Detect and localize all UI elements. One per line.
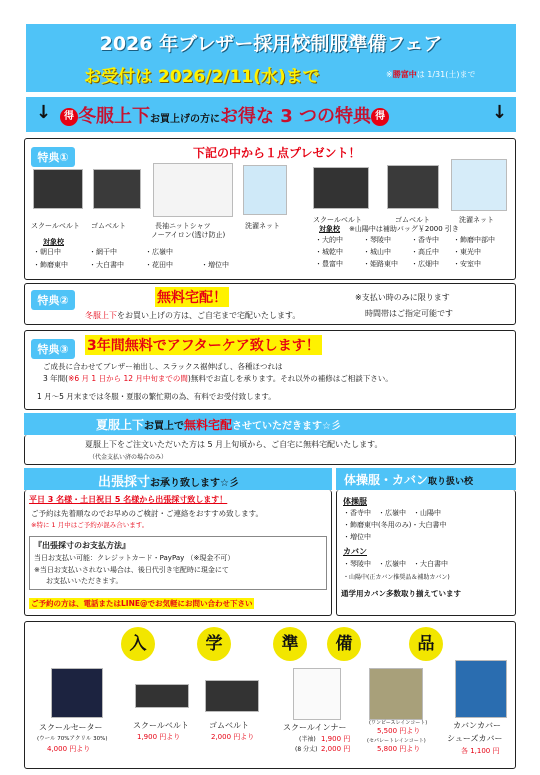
supply-name: スクールインナー — [283, 723, 347, 732]
item-label: 洗濯ネット — [245, 222, 280, 230]
school-item: ・豊富中 — [315, 260, 343, 268]
raincoat-image — [369, 668, 423, 720]
page-title: 2026 年ブレザー採用校制服準備フェア — [99, 33, 443, 55]
item-label: 洗濯ネット — [459, 216, 494, 224]
item-label: ゴムベルト — [395, 216, 430, 224]
knit-shirt-image — [153, 163, 233, 217]
supply-price: 2,000 円 — [321, 745, 351, 753]
item-label: スクールベルト — [313, 216, 362, 224]
sweater-image — [51, 668, 103, 718]
bag-footer: 通学用カバン多数取り揃えています — [341, 589, 461, 598]
gym-banner — [336, 468, 516, 490]
visit-banner — [24, 468, 332, 490]
supply-sub: (半袖) — [299, 736, 316, 743]
visit-red-line: 平日 3 名様・土日祝日 5 名様から出張採寸致します！ — [29, 495, 228, 504]
supply-price: 各 1,100 円 — [461, 747, 500, 755]
supplies-heading-char: 備 — [327, 627, 361, 661]
down-arrow-icon: ↓ — [36, 102, 52, 123]
supplies-section — [24, 621, 516, 769]
school-item: ・香寺中 — [411, 236, 439, 244]
perk1-headline: 下記の中から１点プレゼント！ — [193, 146, 361, 160]
visit-note: ※特に 1 月中はご予約が混み合います。 — [31, 521, 149, 529]
perk2-headline: 無料宅配！ — [155, 287, 229, 307]
supplies-heading-char: 準 — [273, 627, 307, 661]
perks-banner-title: 得 冬服上下お買上げの方にお得な 3 つの特典 得 — [60, 102, 389, 128]
payment-line: 当日お支払い可能：クレジットカード・PayPay （※現金不可） — [34, 554, 235, 562]
summer-section — [24, 435, 516, 465]
deadline-note: ※勝富中は 1/31(土)まで — [386, 70, 476, 79]
school-item: ・高丘中 — [411, 248, 439, 256]
bag-label: カバン — [343, 547, 367, 556]
supply-price: 1,900 円より — [137, 733, 181, 741]
supply-price: 5,800 円より — [377, 745, 421, 753]
supply-price: 1,900 円 — [321, 735, 351, 743]
gym-title: 体操服・カバン取り扱い校 — [344, 473, 474, 487]
belt-image — [135, 684, 189, 708]
item-label: ノーアイロン(透け防止) — [151, 231, 226, 239]
gym-line: ・増位中 — [343, 533, 371, 541]
bag-line: ・山陽中(正カバン推奨品＆補助カバン) — [343, 574, 450, 581]
supply-price: 2,000 円より — [211, 733, 255, 741]
perks-banner — [26, 97, 516, 132]
school-item: ・花田中 — [145, 261, 173, 269]
perk2-section — [24, 283, 516, 325]
school-item: ・増位中 — [201, 261, 229, 269]
perk3-headline: 3年間無料でアフターケア致します！ — [85, 335, 322, 355]
payment-title: 『出張採寸のお支払方法』 — [34, 541, 130, 550]
school-item: ・広畑中 — [411, 260, 439, 268]
summer-banner — [24, 413, 516, 435]
gym-line: ・飾磨東中(冬用のみ)・大白書中 — [343, 521, 447, 529]
belt-image — [33, 169, 83, 209]
payment-line: ※当日お支払いされない場合は、後日代引き宅配時に現金にて — [34, 566, 229, 574]
supply-name: ゴムベルト — [209, 721, 249, 730]
supply-sub: (8 分丈) — [295, 746, 318, 753]
right-target-note: ※山陽中は補助バッグ￥2000 引き — [349, 225, 459, 233]
visit-title: 出張採寸お承り致します☆彡 — [98, 475, 239, 490]
school-item: ・飾磨中部中 — [453, 236, 495, 244]
visit-body: ご予約は先着順なのでお早めのご検討・ご連絡をおすすめ致します。 — [31, 509, 263, 518]
gym-label: 体操服 — [343, 497, 367, 506]
perk2-note1: ※支払い時のみに限ります — [355, 293, 450, 302]
school-item: ・城乾中 — [315, 248, 343, 256]
item-label: ゴムベルト — [91, 222, 126, 230]
toku-badge-icon: 得 — [371, 108, 389, 126]
rubber-belt-image — [93, 169, 141, 209]
supply-name: スクールベルト — [133, 721, 189, 730]
school-item: ・東光中 — [453, 248, 481, 256]
laundry-net-image — [451, 159, 507, 211]
supply-price: 5,500 円より — [377, 727, 421, 735]
perk2-tag: 特典② — [31, 290, 75, 310]
deadline-text: お受付は 2026/2/11(水)まで — [84, 67, 320, 87]
supplies-heading-char: 品 — [409, 627, 443, 661]
school-item: ・姫路東中 — [363, 260, 398, 268]
laundry-net-image — [243, 165, 287, 215]
perk3-tag: 特典③ — [31, 339, 75, 359]
target-label: 対象校 — [43, 238, 64, 246]
header-banner — [26, 24, 516, 92]
perk2-note2: 時間帯はご指定可能です — [365, 309, 453, 318]
summer-title: 夏服上下お買上で無料宅配させていただきます☆彡 — [96, 418, 341, 432]
supply-sub: (セパレートレインコート) — [367, 738, 426, 744]
perk1-tag: 特典① — [31, 147, 75, 167]
payment-box — [29, 536, 327, 590]
bag-line: ・琴陵中 ・広嶺中 ・大白書中 — [343, 560, 448, 568]
school-item: ・琴陵中 — [363, 236, 391, 244]
school-item: ・大的中 — [315, 236, 343, 244]
perk3-body: ご成長に合わせてブレザー袖出し、スラックス裾伸ばし、各種ほつれは — [43, 362, 283, 371]
supply-name: (ワンピースレインコート) — [369, 720, 428, 726]
payment-line: お支払いいただきます。 — [46, 577, 123, 585]
target-label: 対象校 — [319, 225, 340, 233]
item-label: スクールベルト — [31, 222, 80, 230]
supplies-heading-char: 学 — [197, 627, 231, 661]
belt-image — [313, 167, 369, 209]
rubber-belt-image — [205, 680, 259, 712]
perk3-body: 3 年間(※6 月 1 日から 12 月中旬までの間)無料でお直しを承ります。それ以外の補修はご相談下さい。 — [43, 374, 393, 383]
school-item: ・広嶺中 — [145, 248, 173, 256]
school-item: ・朝日中 — [33, 248, 61, 256]
summer-note: （代金支払い済の場合のみ） — [89, 454, 168, 461]
summer-body: 夏服上下をご注文いただいた方は 5 月上旬頃から、ご自宅に無料宅配いたします。 — [85, 440, 383, 449]
school-item: ・安室中 — [453, 260, 481, 268]
perk3-section — [24, 330, 516, 410]
supply-name: スクールセーター — [39, 723, 103, 732]
supply-sub: シューズカバー — [447, 734, 503, 743]
perk1-section — [24, 138, 516, 280]
school-item: ・網干中 — [89, 248, 117, 256]
supply-sub: (ウール 70%アクリル 30%) — [37, 736, 108, 742]
supplies-heading-char: 入 — [121, 627, 155, 661]
rubber-belt-image — [387, 165, 439, 209]
school-item: ・大白書中 — [89, 261, 124, 269]
school-item: ・城山中 — [363, 248, 391, 256]
item-label: 長袖ニットシャツ — [155, 222, 211, 230]
visit-section — [24, 490, 332, 616]
toku-badge-icon: 得 — [60, 108, 78, 126]
perk3-note: 1 月～5 月末までは冬服・夏服の繁忙期の為、有料でお受付致します。 — [37, 392, 276, 401]
down-arrow-icon: ↓ — [492, 102, 508, 123]
perk2-body: 冬服上下をお買い上げの方は、ご自宅まで宅配いたします。 — [85, 311, 301, 320]
gym-section — [336, 490, 516, 616]
inner-shirt-image — [293, 668, 341, 720]
gym-line: ・香寺中 ・広嶺中 ・山陽中 — [343, 509, 441, 517]
visit-contact: ご予約の方は、電話またはLINE@でお気軽にお問い合わせ下さい — [31, 599, 253, 608]
school-item: ・飾磨東中 — [33, 261, 68, 269]
supply-price: 4,000 円より — [47, 745, 91, 753]
bag-cover-image — [455, 660, 507, 718]
supply-name: カバンカバー — [453, 721, 501, 730]
